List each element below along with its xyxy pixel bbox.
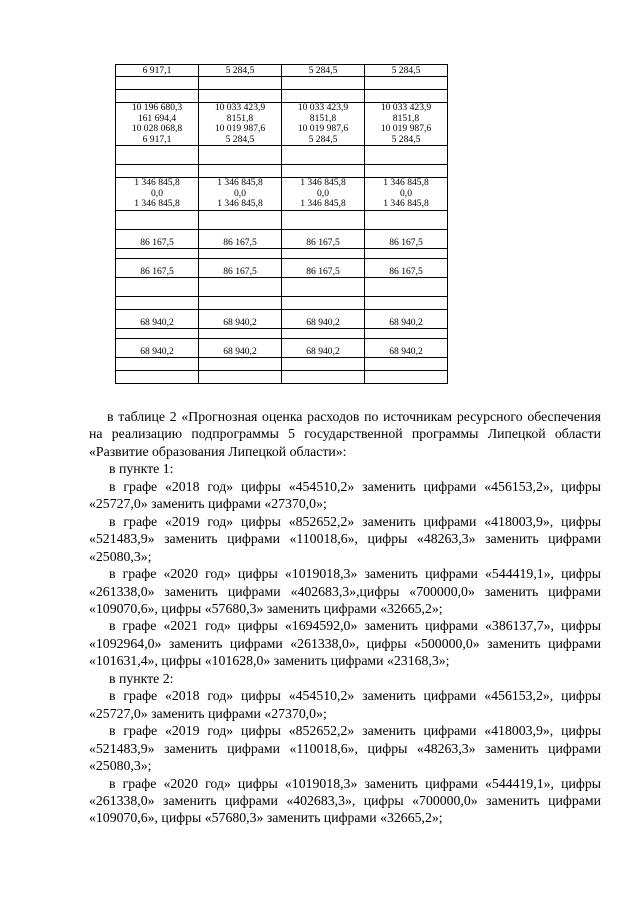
table-cell	[116, 146, 199, 165]
table-cell	[116, 210, 199, 229]
paragraph: в графе «2019 год» цифры «852652,2» заменить цифрами «418003,9», цифры «521483,9» заменить цифрами «110018,6», цифры «48263,3» заменить цифрами «25080,3»;	[89, 513, 601, 564]
cell-value: 6 917,1	[142, 133, 172, 145]
table-cell: 86 167,5	[116, 229, 199, 248]
table-cell	[365, 178, 448, 211]
cell-value: 8151,8	[309, 112, 337, 124]
cell-value: 1 346 845,8	[300, 177, 346, 188]
table-cell	[282, 296, 365, 309]
cell-value: 10 033 423,9	[380, 102, 432, 113]
table-cell	[116, 328, 199, 338]
table-cell	[116, 178, 199, 211]
cell-value: 0,0	[400, 187, 412, 199]
table-cell	[199, 90, 282, 103]
table-cell	[365, 103, 448, 146]
table-cell	[365, 370, 448, 383]
paragraph: в графе «2018 год» цифры «454510,2» заменить цифрами «456153,2», цифры «25727,0» заменить цифрами «27370,0»;	[89, 478, 601, 512]
table-cell	[282, 328, 365, 338]
table-row	[116, 357, 448, 370]
paragraph: в графе «2018 год» цифры «454510,2» заменить цифрами «456153,2», цифры «25727,0» заменить цифрами «27370,0»;	[89, 688, 601, 721]
table-cell	[116, 357, 199, 370]
table-cell	[365, 77, 448, 90]
table-cell	[199, 165, 282, 178]
table-row	[116, 77, 448, 90]
cell-value: 1 346 845,8	[134, 177, 180, 188]
table-cell: 86 167,5	[365, 258, 448, 277]
table-cell: 86 167,5	[199, 229, 282, 248]
paragraph: в пункте 2:	[109, 670, 174, 686]
table-cell	[365, 357, 448, 370]
table-row	[116, 90, 448, 103]
table-row	[116, 210, 448, 229]
table-cell	[365, 296, 448, 309]
table-row	[116, 248, 448, 258]
table-cell	[199, 103, 282, 146]
cell-value: 1 346 845,8	[217, 177, 263, 188]
table-row	[116, 277, 448, 296]
table-cell: 86 167,5	[116, 258, 199, 277]
table-cell: 5 284,5	[365, 65, 448, 77]
cell-value: 1 346 845,8	[217, 198, 263, 209]
table-cell	[116, 296, 199, 309]
cell-value: 5 284,5	[225, 133, 255, 145]
cell-value: 10 019 987,6	[380, 123, 432, 134]
table-cell	[282, 357, 365, 370]
paragraph: в пункте 1:	[109, 461, 174, 477]
table-cell	[365, 210, 448, 229]
table-cell	[116, 370, 199, 383]
table-cell	[199, 210, 282, 229]
table-cell	[116, 248, 199, 258]
table-cell: 68 940,2	[365, 338, 448, 357]
table-cell: 86 167,5	[365, 229, 448, 248]
cell-value: 0,0	[151, 187, 163, 199]
paragraph: в графе «2020 год» цифры «1019018,3» заменить цифрами «544419,1», цифры «261338,0» заменить цифрами «402683,3»,цифры «700000,0» заменить цифрами «109070,6», цифры «57680,3» заменить цифрами «32665,2»;	[89, 566, 601, 616]
cell-value: 1 346 845,8	[300, 198, 346, 209]
table-row	[116, 229, 448, 248]
paragraph: в графе «2021 год» цифры «1694592,0» заменить цифрами «386137,7», цифры «1092964,0» заменить цифрами «261338,0», цифры «500000,0» заменить цифрами «101631,4», цифры «101628,0» заменить цифрами «23168,3»;	[89, 618, 601, 669]
table-row	[116, 178, 448, 211]
table-row	[116, 165, 448, 178]
table-cell: 86 167,5	[282, 229, 365, 248]
cell-value: 10 028 068,8	[131, 123, 183, 134]
table-cell	[199, 248, 282, 258]
table-cell	[116, 77, 199, 90]
budget-table	[115, 64, 448, 384]
table-cell: 68 940,2	[116, 338, 199, 357]
table-cell	[199, 296, 282, 309]
table-cell: 68 940,2	[116, 309, 199, 328]
table-row	[116, 65, 448, 77]
table-cell: 68 940,2	[365, 309, 448, 328]
table-cell	[199, 146, 282, 165]
paragraph: в таблице 2 «Прогнозная оценка расходов по источникам ресурсного обеспечения на реализацию подпрограммы 5 государственной программы Липецкой области «Развитие образования Липецкой области»:	[89, 409, 601, 459]
table-cell: 68 940,2	[199, 309, 282, 328]
table-cell	[282, 165, 365, 178]
table-cell	[116, 90, 199, 103]
table-cell	[282, 178, 365, 211]
table-cell	[282, 210, 365, 229]
cell-value: 10 033 423,9	[214, 102, 266, 113]
table-cell	[282, 277, 365, 296]
table-cell	[282, 146, 365, 165]
table-cell	[116, 165, 199, 178]
table-cell: 5 284,5	[282, 65, 365, 77]
table-cell	[365, 90, 448, 103]
table-cell	[365, 277, 448, 296]
cell-value: 10 196 680,3	[131, 102, 183, 113]
table-row	[116, 370, 448, 383]
table-row	[116, 309, 448, 328]
table-cell: 68 940,2	[282, 338, 365, 357]
cell-value: 0,0	[317, 187, 329, 199]
cell-value: 8151,8	[392, 112, 420, 124]
table-cell	[199, 178, 282, 211]
table-cell: 86 167,5	[199, 258, 282, 277]
table-cell	[199, 77, 282, 90]
cell-value: 161 694,4	[137, 112, 177, 124]
cell-value: 8151,8	[226, 112, 254, 124]
cell-value: 1 346 845,8	[134, 198, 180, 209]
table-row	[116, 258, 448, 277]
table-cell	[116, 103, 199, 146]
document-text	[89, 408, 601, 827]
paragraph: в графе «2020 год» цифры «1019018,3» заменить цифрами «544419,1», цифры «261338,0» заменить цифрами «402683,3», цифры «700000,0» заменить цифрами «109070,6», цифры «57680,3» заменить цифрами «32665,2»;	[89, 775, 601, 826]
cell-value: 5 284,5	[308, 133, 338, 145]
table-cell	[282, 103, 365, 146]
table-row	[116, 328, 448, 338]
table-cell	[116, 277, 199, 296]
table-row	[116, 296, 448, 309]
table-row	[116, 103, 448, 146]
cell-value: 5 284,5	[391, 133, 421, 145]
cell-value: 10 033 423,9	[297, 102, 349, 113]
table-cell	[365, 165, 448, 178]
table-cell: 86 167,5	[282, 258, 365, 277]
table-cell	[282, 248, 365, 258]
table-cell	[199, 277, 282, 296]
table-cell	[365, 328, 448, 338]
cell-value: 1 346 845,8	[383, 198, 429, 209]
cell-value: 10 019 987,6	[214, 123, 266, 134]
cell-value: 10 019 987,6	[297, 123, 349, 134]
table-cell	[365, 248, 448, 258]
table-cell	[199, 370, 282, 383]
table-row	[116, 338, 448, 357]
table-cell	[199, 357, 282, 370]
table-cell	[282, 90, 365, 103]
table-cell: 5 284,5	[199, 65, 282, 77]
table-row	[116, 146, 448, 165]
cell-value: 0,0	[234, 187, 246, 199]
table-cell: 6 917,1	[116, 65, 199, 77]
table-cell	[282, 77, 365, 90]
paragraph: в графе «2019 год» цифры «852652,2» заменить цифрами «418003,9», цифры «521483,9» заменить цифрами «110018,6», цифры «48263,3» заменить цифрами «25080,3»;	[89, 723, 601, 774]
cell-value: 1 346 845,8	[383, 177, 429, 188]
table-cell	[365, 146, 448, 165]
table-cell	[199, 328, 282, 338]
table-cell: 68 940,2	[199, 338, 282, 357]
table-cell: 68 940,2	[282, 309, 365, 328]
table-cell	[282, 370, 365, 383]
